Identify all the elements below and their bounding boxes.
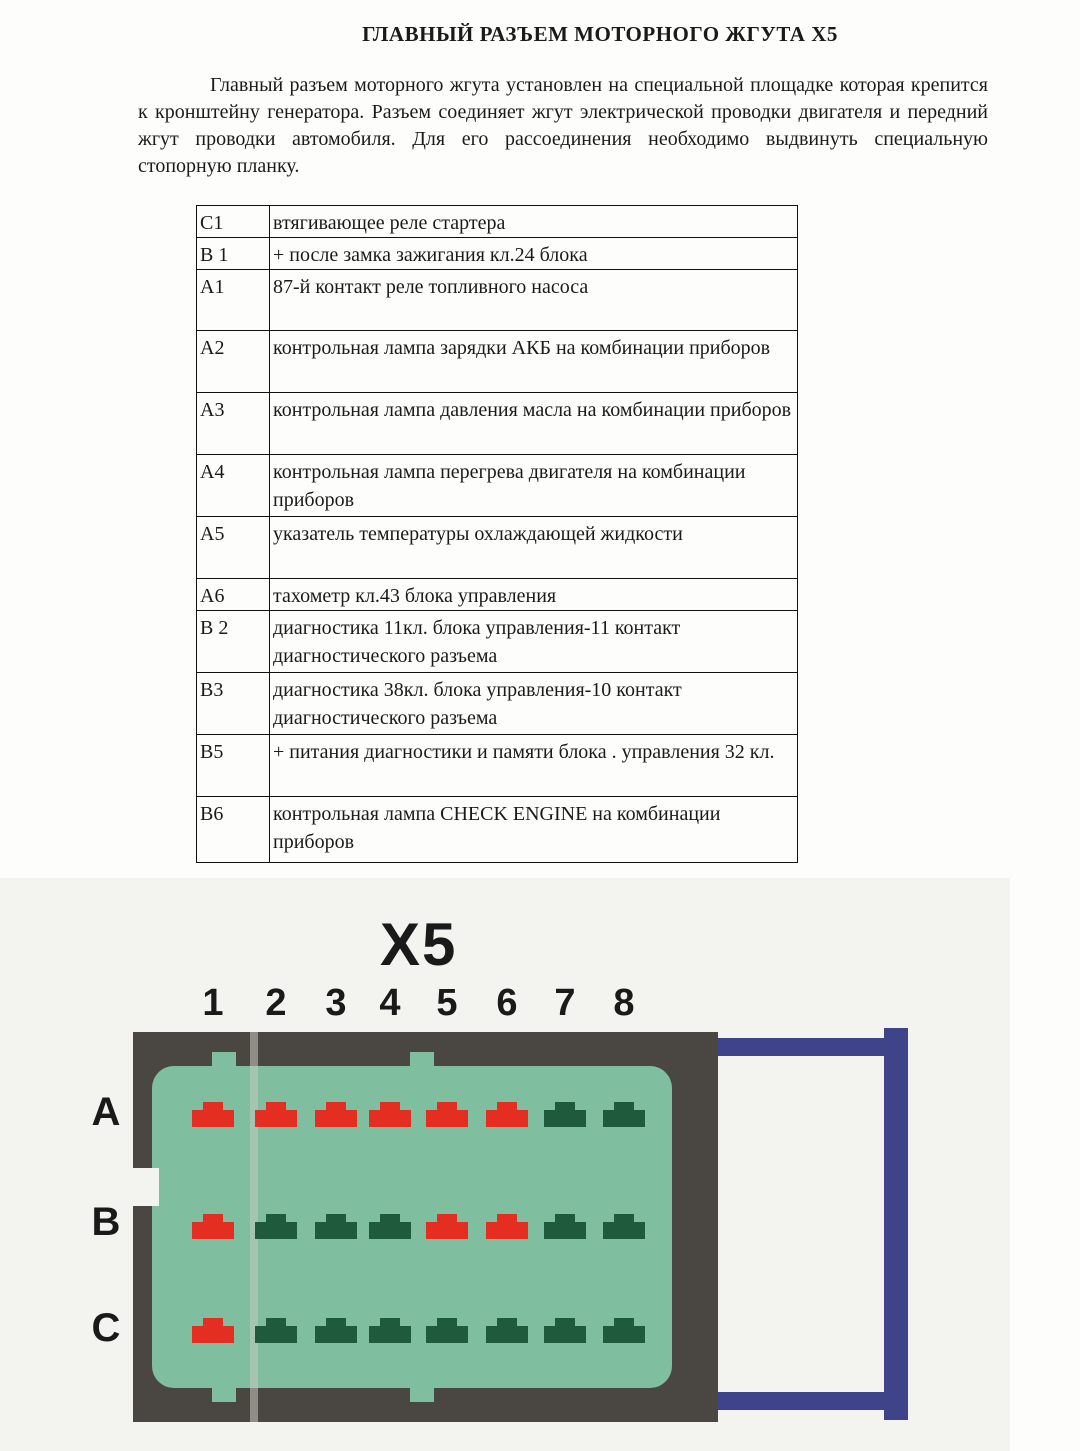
row-label: B <box>91 1200 121 1244</box>
column-number: 6 <box>496 982 518 1024</box>
pin-b6 <box>486 1222 528 1239</box>
column-number: 4 <box>379 982 401 1024</box>
pin-description: + питания диагностики и памяти блока . управления 32 кл. <box>270 735 798 797</box>
face-notch <box>212 1386 236 1402</box>
table-row <box>197 270 798 331</box>
pin-c8 <box>603 1326 645 1343</box>
pin-c6 <box>486 1326 528 1343</box>
column-number: 1 <box>202 982 224 1024</box>
pin-c1 <box>192 1326 234 1343</box>
pin-a8 <box>603 1110 645 1127</box>
column-number: 5 <box>436 982 458 1024</box>
column-number: 8 <box>613 982 635 1024</box>
pin-code: В 2 <box>197 611 270 673</box>
pin-code: А3 <box>197 393 270 455</box>
pin-a5 <box>426 1110 468 1127</box>
pin-a2 <box>255 1110 297 1127</box>
pin-description: контрольная лампа CHECK ENGINE на комбинации приборов <box>270 797 798 863</box>
row-label: C <box>91 1306 121 1350</box>
table-row <box>197 797 798 863</box>
pin-description: диагностика 11кл. блока управления-11 контакт диагностического разъема <box>270 611 798 673</box>
table-row <box>197 611 798 673</box>
locking-bar <box>884 1028 908 1420</box>
pin-description: контрольная лампа давления масла на комбинации приборов <box>270 393 798 455</box>
pin-a3 <box>315 1110 357 1127</box>
face-notch <box>212 1052 236 1068</box>
pin-code: В3 <box>197 673 270 735</box>
pin-description: контрольная лампа перегрева двигателя на комбинации приборов <box>270 455 798 517</box>
face-notch <box>410 1052 434 1068</box>
pin-code: С1 <box>197 206 270 238</box>
pin-c5 <box>426 1326 468 1343</box>
pin-description: указатель температуры охлаждающей жидкости <box>270 517 798 579</box>
pin-description: контрольная лампа зарядки АКБ на комбинации приборов <box>270 331 798 393</box>
table-row <box>197 455 798 517</box>
connector-label: X5 <box>380 911 458 978</box>
pin-a4 <box>369 1110 411 1127</box>
row-label: A <box>91 1090 121 1134</box>
housing-key <box>133 1168 159 1206</box>
locking-bar-bottom <box>718 1392 886 1410</box>
intro-paragraph: Главный разъем моторного жгута установлен на специальной площадке которая крепится к кронштейну генератора. Разъем соединяет жгут электрической проводки двигателя и передний жгут проводки автомобиля. Для его рассоединения необходимо выдвинуть специальную стопорную планку. <box>138 74 988 177</box>
column-number: 7 <box>554 982 576 1024</box>
pin-code: В6 <box>197 797 270 863</box>
table-row <box>197 735 798 797</box>
pin-b7 <box>544 1222 586 1239</box>
pin-description: диагностика 38кл. блока управления-10 контакт диагностического разъема <box>270 673 798 735</box>
page-title: ГЛАВНЫЙ РАЗЪЕМ МОТОРНОГО ЖГУТА Х5 <box>362 22 838 46</box>
pin-code: А1 <box>197 270 270 331</box>
pin-b1 <box>192 1222 234 1239</box>
pin-description: 87-й контакт реле топливного насоса <box>270 270 798 331</box>
table-row <box>197 238 798 270</box>
column-number: 3 <box>325 982 347 1024</box>
pin-a7 <box>544 1110 586 1127</box>
table-row <box>197 517 798 579</box>
pin-c2 <box>255 1326 297 1343</box>
pin-code: А2 <box>197 331 270 393</box>
pin-b8 <box>603 1222 645 1239</box>
pin-b4 <box>369 1222 411 1239</box>
table-row <box>197 331 798 393</box>
pin-b3 <box>315 1222 357 1239</box>
pin-b2 <box>255 1222 297 1239</box>
pin-a6 <box>486 1110 528 1127</box>
pin-description: + после замка зажигания кл.24 блока <box>270 238 798 270</box>
pin-c4 <box>369 1326 411 1343</box>
pin-code: В5 <box>197 735 270 797</box>
pin-description: тахометр кл.43 блока управления <box>270 579 798 611</box>
pin-code: А6 <box>197 579 270 611</box>
face-notch <box>410 1386 434 1402</box>
pinout-table <box>196 205 798 863</box>
pin-c7 <box>544 1326 586 1343</box>
locking-bar-top <box>718 1038 886 1056</box>
table-row <box>197 393 798 455</box>
pin-code: А4 <box>197 455 270 517</box>
pin-code: В 1 <box>197 238 270 270</box>
table-row <box>197 673 798 735</box>
pin-code: А5 <box>197 517 270 579</box>
column-number: 2 <box>265 982 287 1024</box>
pin-c3 <box>315 1326 357 1343</box>
pin-description: втягивающее реле стартера <box>270 206 798 238</box>
pin-a1 <box>192 1110 234 1127</box>
table-row <box>197 206 798 238</box>
table-row <box>197 579 798 611</box>
pin-b5 <box>426 1222 468 1239</box>
